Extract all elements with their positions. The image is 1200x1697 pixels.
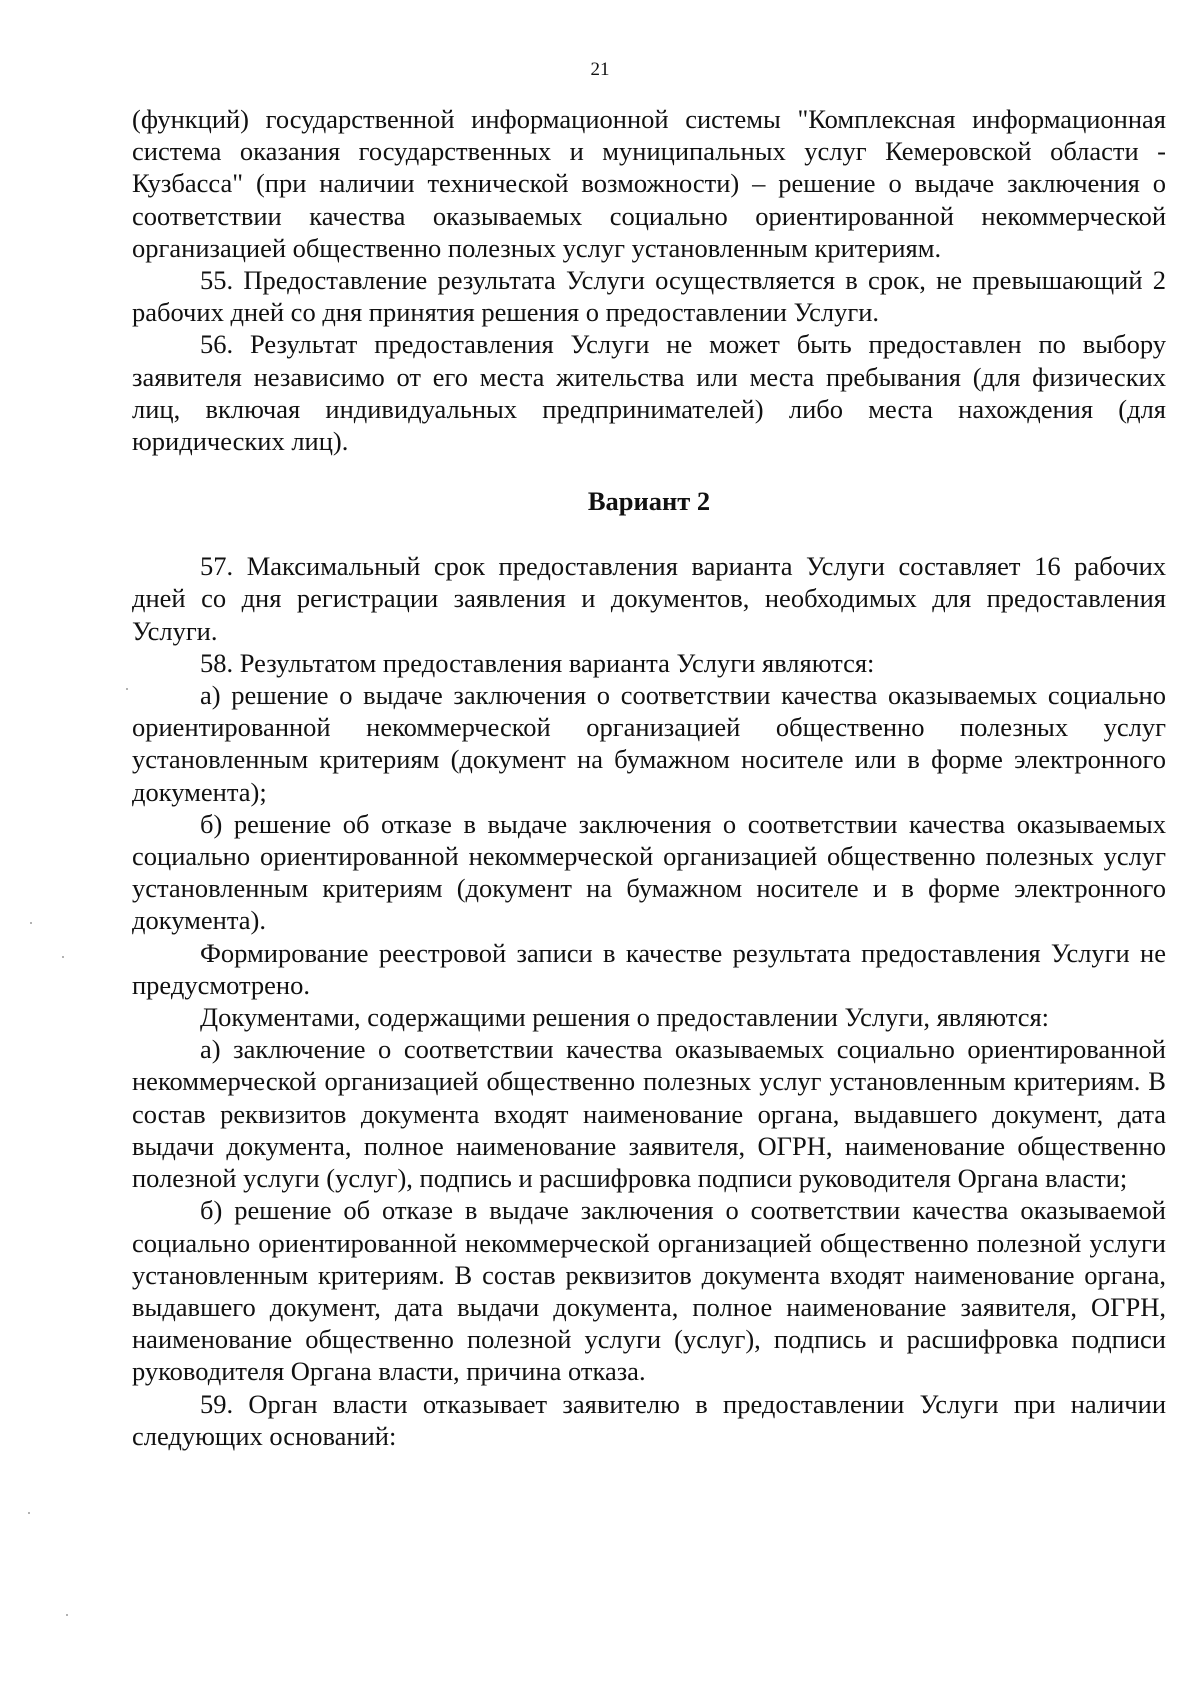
paragraph-documents-item-a: а) заключение о соответствии качества оказываемых социально ориентированной некоммерческой организацией общественно полезных услуг установленным критериям. В состав реквизитов документа входят наименование органа, выдавшего документ, дата выдачи документа, полное наименование заявителя, ОГРН, наименование общественно полезной услуги (услуг), подпись и расшифровка подписи руководителя Органа власти; [132,1034,1166,1194]
scan-speck [28,1512,30,1514]
paragraph-58: 58. Результатом предоставления варианта Услуги являются: [200,647,875,678]
paragraph-continuation: (функций) государственной информационной системы "Комплексная информационная система оказания государственных и муниципальных услуг Кемеровской области - Кузбасса" (при наличии технической возможности) – решение о выдаче заключения о соответствии качества оказываемых социально ориентированной некоммерческой организацией общественно полезных услуг установленным критериям. [132,104,1166,263]
paragraph-56: 56. Результат предоставления Услуги не может быть предоставлен по выбору заявителя независимо от его места жительства или места пребывания (для физических лиц, включая индивидуальных предпринимателей) либо места нахождения (для юридических лиц). [132,329,1166,457]
scan-speck [62,956,64,958]
paragraph-decision-documents: Документами, содержащими решения о предоставлении Услуги, являются: [200,1002,1050,1033]
document-body [132,103,1166,1452]
paragraph-55: 55. Предоставление результата Услуги осуществляется в срок, не превышающий 2 рабочих дней со дня принятия решения о предоставлении Услуги. [132,265,1166,328]
paragraph-58-item-a: а) решение о выдаче заключения о соответствии качества оказываемых социально ориентированной некоммерческой организацией общественно полезных услуг установленным критериям (документ на бумажном носителе или в форме электронного документа); [132,680,1166,807]
scan-speck [30,922,32,924]
paragraph-registry-note: Формирование реестровой записи в качестве результата предоставления Услуги не предусмотрено. [132,937,1166,1000]
paragraph-57: 57. Максимальный срок предоставления варианта Услуги составляет 16 рабочих дней со дня регистрации заявления и документов, необходимых для предоставления Услуги. [132,551,1166,646]
paragraph-59: 59. Орган власти отказывает заявителю в предоставлении Услуги при наличии следующих оснований: [132,1388,1166,1451]
section-heading: Вариант 2 [587,486,711,517]
scan-speck [66,1614,68,1616]
paragraph-58-item-b: б) решение об отказе в выдаче заключения о соответствии качества оказываемых социально ориентированной некоммерческой организацией общественно полезных услуг установленным критериям (документ на бумажном носителе и в форме электронного документа). [132,808,1166,936]
scan-speck [126,688,128,690]
page-number: 21 [590,59,610,80]
paragraph-documents-item-b: б) решение об отказе в выдаче заключения о соответствии качества оказываемой социально ориентированной некоммерческой организацией общественно полезной услуги установленным критериям. В состав реквизитов документа входят наименование органа, выдавшего документ, дата выдачи документа, полное наименование заявителя, ОГРН, наименование общественно полезной услуги (услуг), подпись и расшифровка подписи руководителя Органа власти, причина отказа. [132,1195,1166,1387]
